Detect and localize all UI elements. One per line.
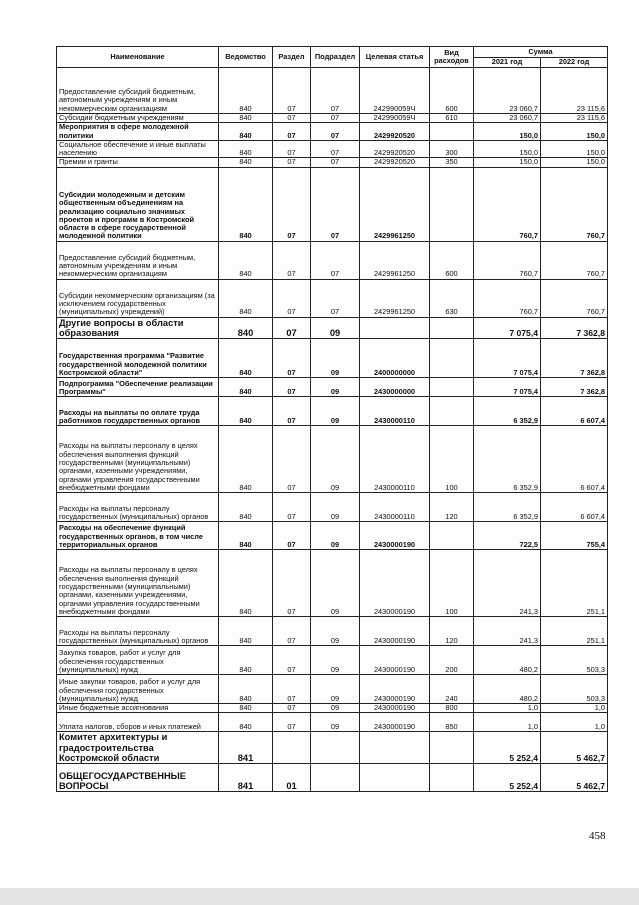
row-target xyxy=(360,317,430,338)
row-sum-2022: 6 607,4 xyxy=(541,493,608,522)
row-dept: 840 xyxy=(219,426,273,493)
row-section: 07 xyxy=(273,339,311,378)
row-name: Расходы на выплаты персоналу государственных (муниципальных) органов xyxy=(57,617,219,646)
row-subsection: 07 xyxy=(311,140,360,158)
row-sum-2022: 5 462,7 xyxy=(541,764,608,792)
row-dept: 840 xyxy=(219,158,273,167)
row-section: 07 xyxy=(273,713,311,732)
row-sum-2022: 23 115,6 xyxy=(541,114,608,123)
row-subsection xyxy=(311,764,360,792)
row-target: 2430000190 xyxy=(360,646,430,675)
row-section: 07 xyxy=(273,378,311,397)
row-section: 07 xyxy=(273,167,311,241)
row-dept: 840 xyxy=(219,317,273,338)
row-subsection: 09 xyxy=(311,426,360,493)
row-exp-type: 120 xyxy=(430,617,474,646)
header-year-2021: 2021 год xyxy=(474,58,541,68)
row-sum-2021: 23 060,7 xyxy=(474,68,541,114)
row-sum-2021: 1,0 xyxy=(474,704,541,713)
table-row xyxy=(57,279,608,317)
row-exp-type: 100 xyxy=(430,550,474,617)
row-target: 2430000190 xyxy=(360,675,430,704)
row-name: ОБЩЕГОСУДАРСТВЕННЫЕ ВОПРОСЫ xyxy=(57,764,219,792)
row-sum-2021: 760,7 xyxy=(474,241,541,279)
row-dept: 841 xyxy=(219,764,273,792)
row-dept: 840 xyxy=(219,68,273,114)
row-dept: 840 xyxy=(219,378,273,397)
row-sum-2022: 1,0 xyxy=(541,704,608,713)
page-number: 458 xyxy=(589,830,606,842)
row-exp-type: 610 xyxy=(430,114,474,123)
row-target: 2430000110 xyxy=(360,397,430,426)
row-sum-2022: 1,0 xyxy=(541,713,608,732)
row-exp-type xyxy=(430,764,474,792)
header-section: Раздел xyxy=(273,47,311,68)
row-exp-type: 200 xyxy=(430,646,474,675)
row-sum-2022: 23 115,6 xyxy=(541,68,608,114)
row-exp-type xyxy=(430,378,474,397)
row-section: 07 xyxy=(273,68,311,114)
row-exp-type xyxy=(430,522,474,550)
header-dept: Ведомство xyxy=(219,47,273,68)
table-row xyxy=(57,713,608,732)
row-name: Расходы на выплаты персоналу в целях обеспечения выполнения функций государственными (муниципальными) органами, казенными учреждениями, органами управления государственными внебюджетными фондами xyxy=(57,550,219,617)
row-exp-type xyxy=(430,339,474,378)
row-dept: 840 xyxy=(219,522,273,550)
table-row xyxy=(57,167,608,241)
row-section: 07 xyxy=(273,550,311,617)
row-subsection: 07 xyxy=(311,241,360,279)
row-sum-2021: 5 252,4 xyxy=(474,764,541,792)
table-row xyxy=(57,675,608,704)
row-exp-type xyxy=(430,317,474,338)
header-exp-type: Вид расходов xyxy=(430,47,474,68)
table-row xyxy=(57,114,608,123)
row-sum-2021: 480,2 xyxy=(474,675,541,704)
scan-bottom-strip xyxy=(0,888,639,905)
row-sum-2022: 760,7 xyxy=(541,167,608,241)
table-row xyxy=(57,617,608,646)
table-row xyxy=(57,426,608,493)
row-dept: 840 xyxy=(219,493,273,522)
row-section: 07 xyxy=(273,317,311,338)
row-subsection: 07 xyxy=(311,158,360,167)
row-target: 242990059Ч xyxy=(360,68,430,114)
row-sum-2021: 760,7 xyxy=(474,279,541,317)
row-name: Расходы на выплаты персоналу государственных (муниципальных) органов xyxy=(57,493,219,522)
row-target: 2429961250 xyxy=(360,167,430,241)
table-row xyxy=(57,123,608,141)
row-dept: 840 xyxy=(219,675,273,704)
row-target: 2430000190 xyxy=(360,704,430,713)
row-exp-type: 300 xyxy=(430,140,474,158)
row-exp-type: 100 xyxy=(430,426,474,493)
row-section: 07 xyxy=(273,493,311,522)
row-sum-2022: 150,0 xyxy=(541,140,608,158)
table-row xyxy=(57,68,608,114)
row-subsection: 07 xyxy=(311,279,360,317)
row-subsection: 09 xyxy=(311,704,360,713)
row-section: 07 xyxy=(273,675,311,704)
row-sum-2021: 241,3 xyxy=(474,550,541,617)
row-subsection: 07 xyxy=(311,68,360,114)
row-name: Предоставление субсидий бюджетным, автономным учреждениям и иным некоммерческим организациям xyxy=(57,68,219,114)
row-sum-2021: 150,0 xyxy=(474,158,541,167)
row-dept: 840 xyxy=(219,123,273,141)
row-sum-2021: 480,2 xyxy=(474,646,541,675)
table-row xyxy=(57,140,608,158)
row-dept: 840 xyxy=(219,140,273,158)
table-row xyxy=(57,317,608,338)
row-name: Подпрограмма "Обеспечение реализации Программы" xyxy=(57,378,219,397)
row-name: Иные бюджетные ассигнования xyxy=(57,704,219,713)
row-dept: 841 xyxy=(219,732,273,764)
row-dept: 840 xyxy=(219,704,273,713)
row-section: 07 xyxy=(273,704,311,713)
row-target: 2430000190 xyxy=(360,713,430,732)
table-row xyxy=(57,732,608,764)
header-sum: Сумма xyxy=(474,47,608,58)
table-row xyxy=(57,646,608,675)
row-subsection: 09 xyxy=(311,397,360,426)
row-sum-2022: 5 462,7 xyxy=(541,732,608,764)
row-sum-2022: 7 362,8 xyxy=(541,339,608,378)
row-name: Субсидии некоммерческим организациям (за исключением государственных (муниципальных) учреждений) xyxy=(57,279,219,317)
row-sum-2021: 7 075,4 xyxy=(474,378,541,397)
row-name: Мероприятия в сфере молодежной политики xyxy=(57,123,219,141)
row-dept: 840 xyxy=(219,167,273,241)
row-section: 07 xyxy=(273,241,311,279)
row-name: Премии и гранты xyxy=(57,158,219,167)
row-name: Другие вопросы в области образования xyxy=(57,317,219,338)
row-exp-type: 600 xyxy=(430,68,474,114)
row-subsection: 09 xyxy=(311,713,360,732)
row-subsection: 09 xyxy=(311,493,360,522)
row-sum-2021: 23 060,7 xyxy=(474,114,541,123)
row-subsection: 09 xyxy=(311,617,360,646)
row-sum-2022: 7 362,8 xyxy=(541,378,608,397)
row-sum-2022: 503,3 xyxy=(541,675,608,704)
row-subsection: 09 xyxy=(311,646,360,675)
row-target xyxy=(360,764,430,792)
row-subsection: 09 xyxy=(311,317,360,338)
row-exp-type xyxy=(430,397,474,426)
row-sum-2021: 150,0 xyxy=(474,140,541,158)
row-sum-2022: 150,0 xyxy=(541,123,608,141)
row-exp-type: 800 xyxy=(430,704,474,713)
row-target: 2429961250 xyxy=(360,241,430,279)
table-row xyxy=(57,493,608,522)
row-sum-2022: 503,3 xyxy=(541,646,608,675)
row-sum-2022: 760,7 xyxy=(541,279,608,317)
row-sum-2021: 150,0 xyxy=(474,123,541,141)
row-dept: 840 xyxy=(219,339,273,378)
row-subsection: 09 xyxy=(311,378,360,397)
row-exp-type xyxy=(430,732,474,764)
row-exp-type: 850 xyxy=(430,713,474,732)
row-section: 07 xyxy=(273,426,311,493)
row-dept: 840 xyxy=(219,646,273,675)
header-name: Наименование xyxy=(57,47,219,68)
row-section: 07 xyxy=(273,617,311,646)
row-target: 2429920520 xyxy=(360,158,430,167)
row-exp-type xyxy=(430,167,474,241)
table-row xyxy=(57,522,608,550)
row-target: 2429920520 xyxy=(360,140,430,158)
row-name: Расходы на выплаты персоналу в целях обеспечения выполнения функций государственными (муниципальными) органами, казенными учреждениями, органами управления государственными внебюджетными фондами xyxy=(57,426,219,493)
row-sum-2022: 7 362,8 xyxy=(541,317,608,338)
row-sum-2021: 760,7 xyxy=(474,167,541,241)
row-name: Уплата налогов, сборов и иных платежей xyxy=(57,713,219,732)
row-dept: 840 xyxy=(219,279,273,317)
table-row xyxy=(57,378,608,397)
row-section: 07 xyxy=(273,646,311,675)
row-section: 07 xyxy=(273,279,311,317)
row-sum-2021: 722,5 xyxy=(474,522,541,550)
row-target: 2430000000 xyxy=(360,378,430,397)
row-exp-type: 350 xyxy=(430,158,474,167)
header-year-2022: 2022 год xyxy=(541,58,608,68)
header-subsection: Подраздел xyxy=(311,47,360,68)
row-exp-type xyxy=(430,123,474,141)
row-exp-type: 630 xyxy=(430,279,474,317)
row-dept: 840 xyxy=(219,550,273,617)
table-body xyxy=(57,68,608,792)
row-name: Комитет архитектуры и градостроительства Костромской области xyxy=(57,732,219,764)
row-section: 07 xyxy=(273,123,311,141)
row-name: Субсидии бюджетным учреждениям xyxy=(57,114,219,123)
row-target: 2430000110 xyxy=(360,426,430,493)
row-name: Расходы на выплаты по оплате труда работников государственных органов xyxy=(57,397,219,426)
row-exp-type: 600 xyxy=(430,241,474,279)
row-subsection: 09 xyxy=(311,675,360,704)
row-sum-2022: 150,0 xyxy=(541,158,608,167)
table-row xyxy=(57,158,608,167)
row-dept: 840 xyxy=(219,713,273,732)
row-exp-type: 240 xyxy=(430,675,474,704)
table-row xyxy=(57,764,608,792)
row-sum-2021: 241,3 xyxy=(474,617,541,646)
row-target: 2430000190 xyxy=(360,550,430,617)
table-row xyxy=(57,704,608,713)
row-name: Расходы на обеспечение функций государственных органов, в том числе территориальных органов xyxy=(57,522,219,550)
row-name: Субсидии молодежным и детским общественным объединениям на реализацию социально значимых проектов и программ в Костромской области в сфере государственной молодежной политики xyxy=(57,167,219,241)
row-section xyxy=(273,732,311,764)
row-sum-2022: 251,1 xyxy=(541,617,608,646)
row-subsection: 07 xyxy=(311,167,360,241)
row-sum-2021: 6 352,9 xyxy=(474,397,541,426)
row-subsection xyxy=(311,732,360,764)
row-target: 2430000190 xyxy=(360,522,430,550)
row-subsection: 07 xyxy=(311,123,360,141)
row-dept: 840 xyxy=(219,114,273,123)
row-target: 2430000110 xyxy=(360,493,430,522)
row-name: Предоставление субсидий бюджетным, автономным учреждениям и иным некоммерческим организациям xyxy=(57,241,219,279)
row-section: 07 xyxy=(273,114,311,123)
row-sum-2022: 6 607,4 xyxy=(541,426,608,493)
row-sum-2021: 7 075,4 xyxy=(474,339,541,378)
row-subsection: 09 xyxy=(311,339,360,378)
row-sum-2021: 5 252,4 xyxy=(474,732,541,764)
row-subsection: 09 xyxy=(311,550,360,617)
row-target xyxy=(360,732,430,764)
row-sum-2022: 760,7 xyxy=(541,241,608,279)
budget-table xyxy=(56,46,608,792)
row-section: 01 xyxy=(273,764,311,792)
row-section: 07 xyxy=(273,397,311,426)
row-target: 2429920520 xyxy=(360,123,430,141)
row-dept: 840 xyxy=(219,617,273,646)
row-sum-2021: 7 075,4 xyxy=(474,317,541,338)
row-sum-2022: 251,1 xyxy=(541,550,608,617)
row-section: 07 xyxy=(273,522,311,550)
header-target: Целевая статья xyxy=(360,47,430,68)
row-sum-2022: 755,4 xyxy=(541,522,608,550)
row-sum-2021: 1,0 xyxy=(474,713,541,732)
row-sum-2021: 6 352,9 xyxy=(474,493,541,522)
row-name: Государственная программа "Развитие государственной молодежной политики Костромской области" xyxy=(57,339,219,378)
row-target: 2430000190 xyxy=(360,617,430,646)
table-row xyxy=(57,241,608,279)
row-section: 07 xyxy=(273,158,311,167)
row-name: Иные закупки товаров, работ и услуг для обеспечения государственных (муниципальных) нужд xyxy=(57,675,219,704)
row-subsection: 09 xyxy=(311,522,360,550)
row-target: 2400000000 xyxy=(360,339,430,378)
row-sum-2022: 6 607,4 xyxy=(541,397,608,426)
row-exp-type: 120 xyxy=(430,493,474,522)
row-target: 242990059Ч xyxy=(360,114,430,123)
row-sum-2021: 6 352,9 xyxy=(474,426,541,493)
table-row xyxy=(57,550,608,617)
row-name: Социальное обеспечение и иные выплаты населению xyxy=(57,140,219,158)
row-dept: 840 xyxy=(219,241,273,279)
row-dept: 840 xyxy=(219,397,273,426)
row-name: Закупка товаров, работ и услуг для обеспечения государственных (муниципальных) нужд xyxy=(57,646,219,675)
row-section: 07 xyxy=(273,140,311,158)
table-row xyxy=(57,397,608,426)
row-subsection: 07 xyxy=(311,114,360,123)
table-row xyxy=(57,339,608,378)
row-target: 2429961250 xyxy=(360,279,430,317)
